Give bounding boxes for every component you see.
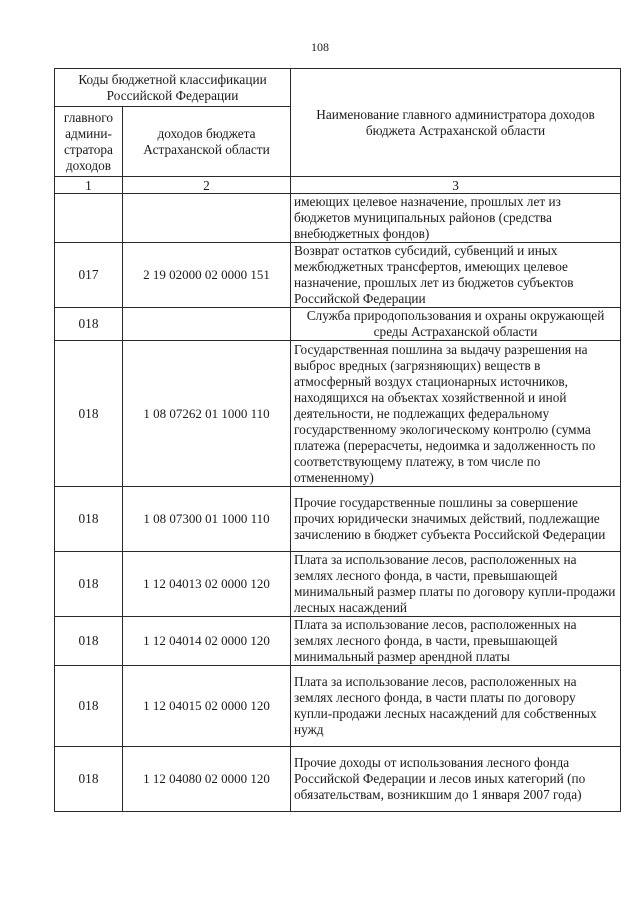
admin-code-cell: 017 xyxy=(55,243,123,308)
table-row xyxy=(55,194,621,243)
header-codes-group: Коды бюджетной классификации Российской Федерации xyxy=(55,69,291,107)
revenue-code-cell xyxy=(123,194,291,243)
revenue-code-cell: 1 12 04014 02 0000 120 xyxy=(123,617,291,666)
description-cell: Прочие государственные пошлины за совершение прочих юридически значимых действий, подлежащие зачислению в бюджет субъекта Российской Федерации xyxy=(291,487,621,552)
table-row-section-heading xyxy=(55,308,621,341)
column-number-2: 2 xyxy=(123,177,291,194)
column-number-3: 3 xyxy=(291,177,621,194)
header-name-column: Наименование главного администратора доходов бюджета Астраханской области xyxy=(291,69,621,177)
admin-code-cell: 018 xyxy=(55,341,123,487)
revenue-code-cell: 2 19 02000 02 0000 151 xyxy=(123,243,291,308)
revenue-code-cell xyxy=(123,308,291,341)
description-cell: Плата за использование лесов, расположенных на землях лесного фонда, в части платы по договору купли-продажи лесных насаждений для собственных нужд xyxy=(291,666,621,747)
description-cell: Прочие доходы от использования лесного фонда Российской Федерации и лесов иных категорий (по обязательствам, возникшим до 1 января 2007 года) xyxy=(291,747,621,812)
admin-code-cell: 018 xyxy=(55,666,123,747)
admin-code-cell: 018 xyxy=(55,617,123,666)
table-row xyxy=(55,487,621,552)
table-row xyxy=(55,747,621,812)
table-row xyxy=(55,341,621,487)
header-admin-column: главного админи-стратора доходов xyxy=(55,107,123,177)
description-cell: Плата за использование лесов, расположенных на землях лесного фонда, в части, превышающей минимальный размер платы по договору купли-продажи лесных насаждений xyxy=(291,552,621,617)
table-row xyxy=(55,666,621,747)
column-numbers-row xyxy=(55,177,621,194)
admin-code-cell xyxy=(55,194,123,243)
admin-code-cell: 018 xyxy=(55,552,123,617)
description-cell: Государственная пошлина за выдачу разрешения на выброс вредных (загрязняющих) веществ в атмосферный воздух стационарных источников, находящихся на объектах хозяйственной и иной деятельности, не подлежащих федеральному государственному экологическому контролю (сумма платежа (перерасчеты, недоимка и задолженность по соответствующему платежу, в том числе по отмененному) xyxy=(291,341,621,487)
administrator-name-cell: Служба природопользования и охраны окружающей среды Астраханской области xyxy=(291,308,621,341)
table-row xyxy=(55,617,621,666)
table-row xyxy=(55,243,621,308)
header-revenue-column: доходов бюджета Астраханской области xyxy=(123,107,291,177)
revenue-code-cell: 1 12 04080 02 0000 120 xyxy=(123,747,291,812)
budget-classification-table xyxy=(54,68,621,812)
table-row xyxy=(55,552,621,617)
revenue-code-cell: 1 12 04013 02 0000 120 xyxy=(123,552,291,617)
revenue-code-cell: 1 12 04015 02 0000 120 xyxy=(123,666,291,747)
admin-code-cell: 018 xyxy=(55,747,123,812)
revenue-code-cell: 1 08 07262 01 1000 110 xyxy=(123,341,291,487)
admin-code-cell: 018 xyxy=(55,308,123,341)
description-cell: Плата за использование лесов, расположенных на землях лесного фонда, в части, превышающей минимальный размер арендной платы xyxy=(291,617,621,666)
revenue-code-cell: 1 08 07300 01 1000 110 xyxy=(123,487,291,552)
description-cell: Возврат остатков субсидий, субвенций и иных межбюджетных трансфертов, имеющих целевое назначение, прошлых лет из бюджетов субъектов Российской Федерации xyxy=(291,243,621,308)
admin-code-cell: 018 xyxy=(55,487,123,552)
page-number: 108 xyxy=(311,40,329,54)
column-number-1: 1 xyxy=(55,177,123,194)
header-row-top xyxy=(55,69,621,107)
description-cell: имеющих целевое назначение, прошлых лет из бюджетов муниципальных районов (средства внебюджетных фондов) xyxy=(291,194,621,243)
